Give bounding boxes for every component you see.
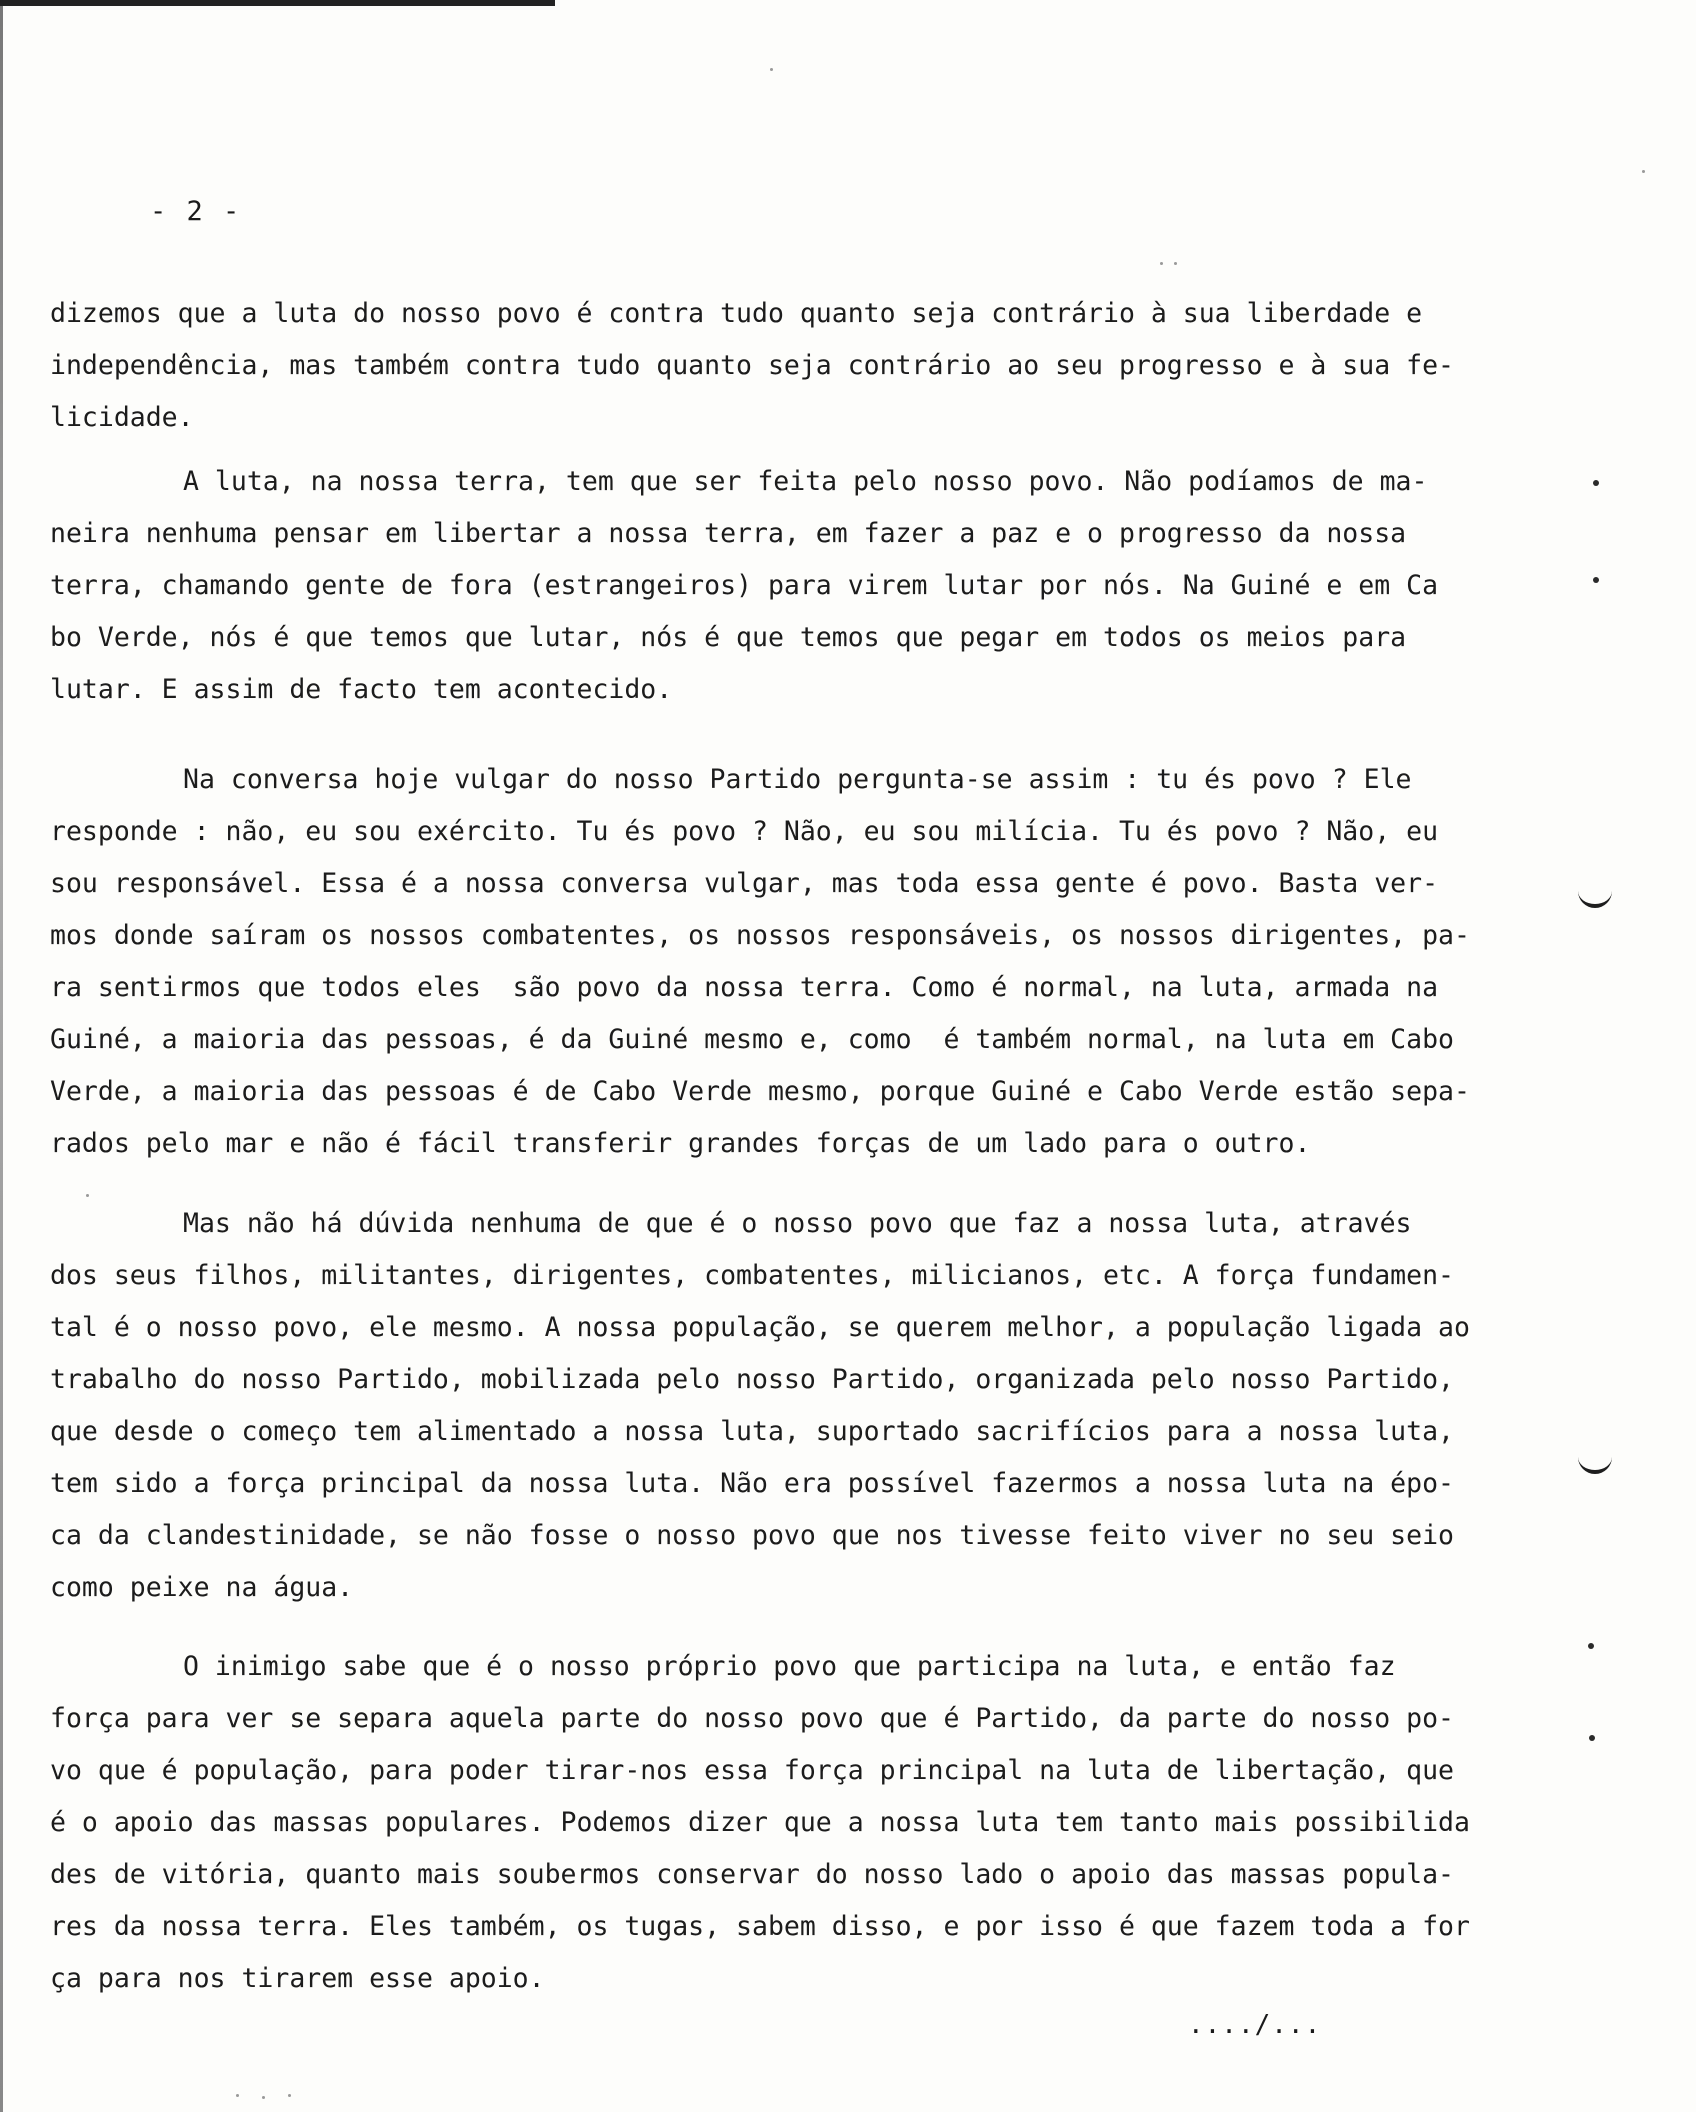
text-line: trabalho do nosso Partido, mobilizada pelo nosso Partido, organizada pelo nosso Partido, bbox=[50, 1364, 1454, 1395]
margin-dot bbox=[1593, 480, 1599, 486]
margin-bracket-mark bbox=[1578, 888, 1612, 908]
text-line: Verde, a maioria das pessoas é de Cabo Verde mesmo, porque Guiné e Cabo Verde estão sepa- bbox=[50, 1076, 1470, 1107]
text-line: ça para nos tirarem esse apoio. bbox=[50, 1963, 545, 1994]
text-line: como peixe na água. bbox=[50, 1572, 354, 1603]
scan-speck bbox=[1642, 170, 1645, 173]
text-line: responde : não, eu sou exército. Tu és povo ? Não, eu sou milícia. Tu és povo ? Não, eu bbox=[50, 816, 1439, 847]
text-line: dos seus filhos, militantes, dirigentes, combatentes, milicianos, etc. A força fundamen- bbox=[50, 1260, 1454, 1291]
text-line: licidade. bbox=[50, 402, 194, 433]
margin-dot bbox=[1588, 1643, 1594, 1649]
text-line: tem sido a força principal da nossa luta. Não era possível fazermos a nossa luta na épo- bbox=[50, 1468, 1454, 1499]
paragraph-1 bbox=[50, 288, 1470, 444]
scan-speck bbox=[1174, 262, 1177, 265]
scan-speck bbox=[236, 2094, 239, 2097]
text-line: A luta, na nossa terra, tem que ser feita pelo nosso povo. Não podíamos de ma- bbox=[183, 466, 1428, 497]
text-line: terra, chamando gente de fora (estrangeiros) para virem lutar por nós. Na Guiné e em Ca bbox=[50, 570, 1439, 601]
text-line: ra sentirmos que todos eles são povo da nossa terra. Como é normal, na luta, armada na bbox=[50, 972, 1439, 1003]
top-border-rule bbox=[0, 0, 555, 6]
text-line: res da nossa terra. Eles também, os tugas, sabem disso, e por isso é que fazem toda a for bbox=[50, 1911, 1470, 1942]
page-number: - 2 - bbox=[150, 196, 242, 227]
text-line: Na conversa hoje vulgar do nosso Partido pergunta-se assim : tu és povo ? Ele bbox=[183, 764, 1412, 795]
text-line: des de vitória, quanto mais soubermos conservar do nosso lado o apoio das massas popula- bbox=[50, 1859, 1454, 1890]
scan-speck bbox=[86, 1194, 89, 1197]
text-line: tal é o nosso povo, ele mesmo. A nossa população, se querem melhor, a população ligada ao bbox=[50, 1312, 1470, 1343]
margin-bracket-mark bbox=[1578, 1454, 1612, 1474]
paragraph-4 bbox=[50, 1198, 1470, 1614]
text-line: O inimigo sabe que é o nosso próprio povo que participa na luta, e então faz bbox=[183, 1651, 1396, 1682]
text-line: Mas não há dúvida nenhuma de que é o nosso povo que faz a nossa luta, através bbox=[183, 1208, 1412, 1239]
text-line: que desde o começo tem alimentado a nossa luta, suportado sacrifícios para a nossa luta, bbox=[50, 1416, 1454, 1447]
paragraph-3 bbox=[50, 754, 1470, 1170]
text-line: mos donde saíram os nossos combatentes, os nossos responsáveis, os nossos dirigentes, pa- bbox=[50, 920, 1470, 951]
text-line: é o apoio das massas populares. Podemos dizer que a nossa luta tem tanto mais possibilida bbox=[50, 1807, 1470, 1838]
text-line: dizemos que a luta do nosso povo é contra tudo quanto seja contrário à sua liberdade e bbox=[50, 298, 1423, 329]
text-line: Guiné, a maioria das pessoas, é da Guiné mesmo e, como é também normal, na luta em Cabo bbox=[50, 1024, 1454, 1055]
scan-speck bbox=[1160, 262, 1163, 265]
text-line: força para ver se separa aquela parte do nosso povo que é Partido, da parte do nosso po- bbox=[50, 1703, 1454, 1734]
scan-speck bbox=[288, 2094, 291, 2097]
text-line: sou responsável. Essa é a nossa conversa vulgar, mas toda essa gente é povo. Basta ver- bbox=[50, 868, 1439, 899]
continuation-mark: ..../... bbox=[1188, 2010, 1322, 2040]
paragraph-5 bbox=[50, 1641, 1470, 2005]
text-line: neira nenhuma pensar em libertar a nossa terra, em fazer a paz e o progresso da nossa bbox=[50, 518, 1407, 549]
scan-speck bbox=[262, 2096, 265, 2099]
text-line: independência, mas também contra tudo quanto seja contrário ao seu progresso e à sua fe- bbox=[50, 350, 1454, 381]
margin-dot bbox=[1593, 577, 1599, 583]
text-line: vo que é população, para poder tirar-nos essa força principal na luta de libertação, que bbox=[50, 1755, 1454, 1786]
margin-dot bbox=[1589, 1735, 1595, 1741]
text-line: bo Verde, nós é que temos que lutar, nós é que temos que pegar em todos os meios para bbox=[50, 622, 1407, 653]
text-line: ca da clandestinidade, se não fosse o nosso povo que nos tivesse feito viver no seu seio bbox=[50, 1520, 1454, 1551]
text-line: rados pelo mar e não é fácil transferir grandes forças de um lado para o outro. bbox=[50, 1128, 1311, 1159]
scan-left-edge bbox=[0, 0, 3, 2112]
text-line: lutar. E assim de facto tem acontecido. bbox=[50, 674, 673, 705]
scan-speck bbox=[770, 68, 773, 71]
paragraph-2 bbox=[50, 456, 1470, 716]
